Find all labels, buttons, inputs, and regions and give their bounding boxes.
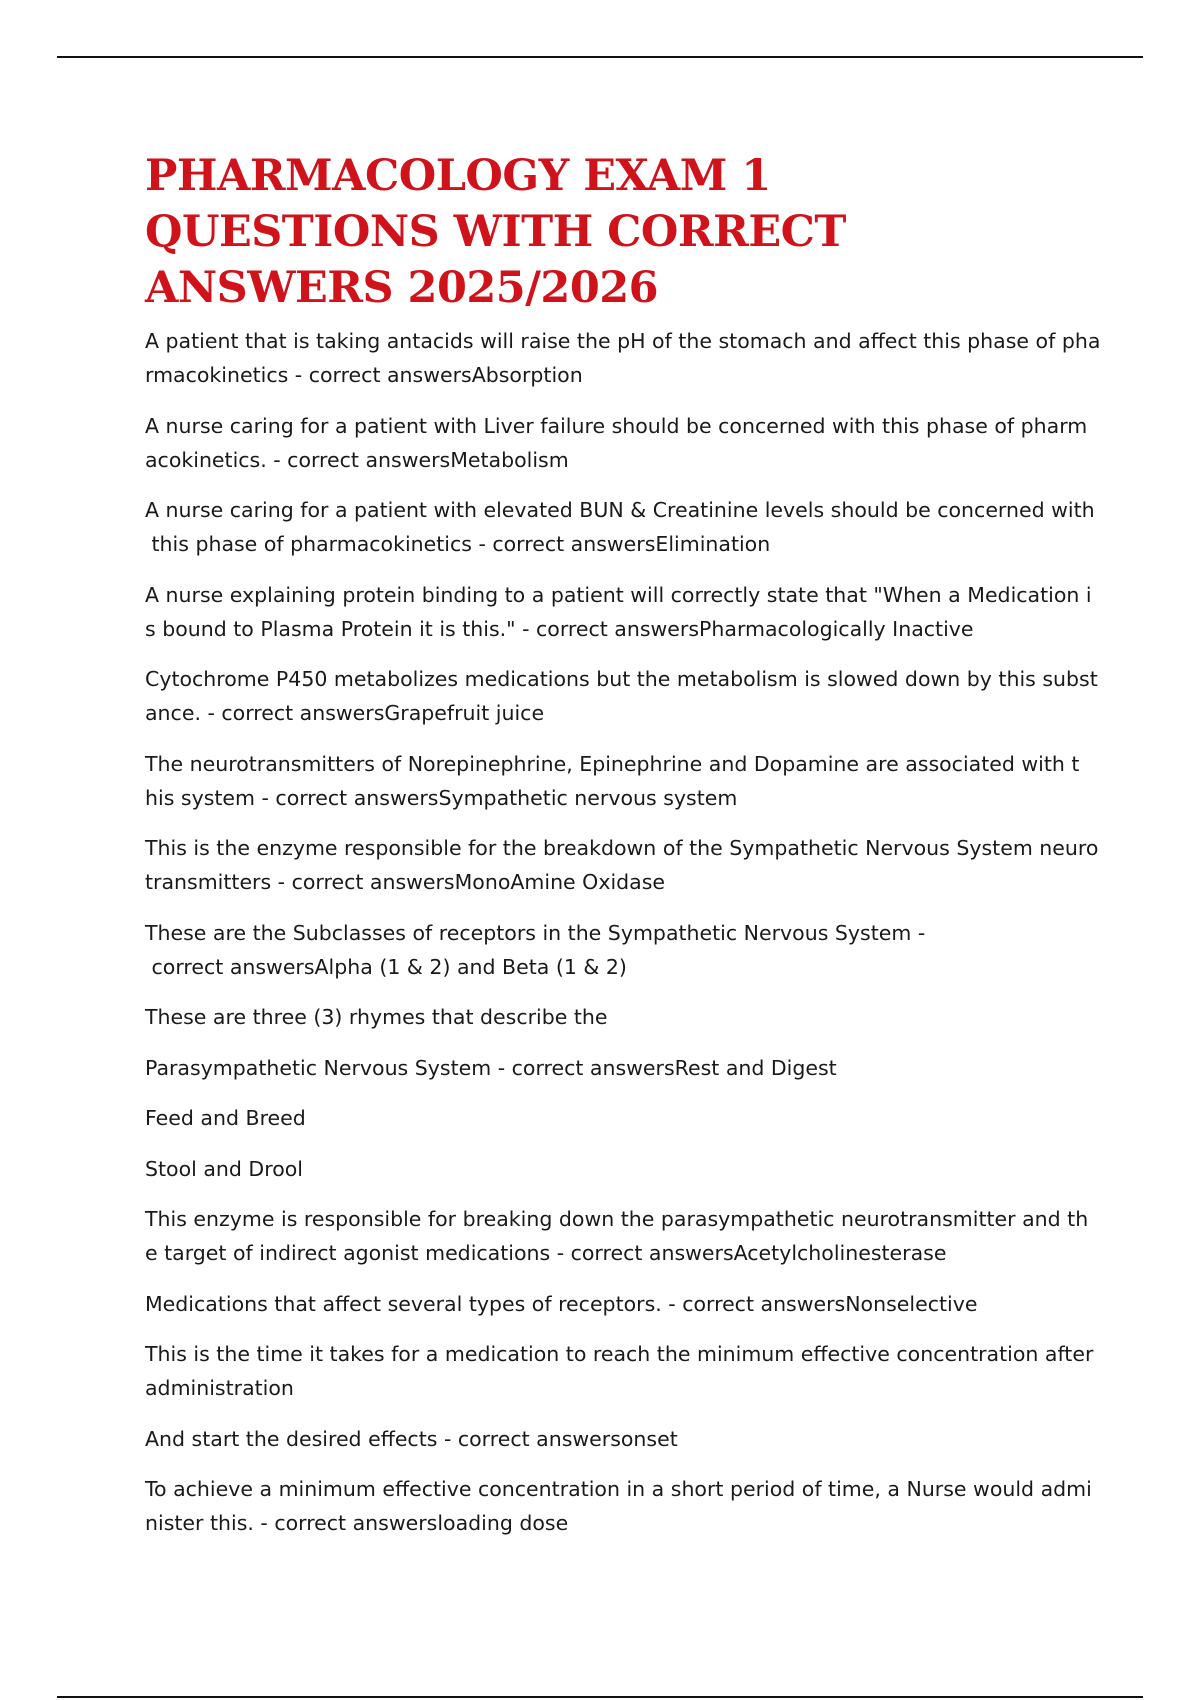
entry-line: ance. - correct answersGrapefruit juice bbox=[145, 701, 545, 725]
qa-entry-7 bbox=[145, 831, 1099, 899]
qa-entry-16 bbox=[145, 1422, 1060, 1456]
entry-line: his system - correct answersSympathetic nervous system bbox=[145, 785, 738, 810]
qa-entry-15 bbox=[145, 1337, 1094, 1405]
qa-entry-11 bbox=[145, 1101, 1060, 1135]
entry-line: A nurse explaining protein binding to a patient will correctly state that "When a Medication i bbox=[145, 582, 1092, 607]
top-rule bbox=[57, 56, 1143, 58]
entry-line: To achieve a minimum effective concentration in a short period of time, a Nurse would admi bbox=[145, 1477, 1092, 1501]
qa-entry-14 bbox=[145, 1287, 1060, 1321]
entry-line: e target of indirect agonist medications - correct answersAcetylcholinesterase bbox=[145, 1241, 947, 1265]
qa-entry-1 bbox=[145, 324, 1101, 392]
entry-line: Cytochrome P450 metabolizes medications but the metabolism is slowed down by this subst bbox=[145, 667, 1098, 691]
qa-entry-3 bbox=[145, 493, 1095, 561]
title-line: QUESTIONS WITH CORRECT bbox=[145, 207, 846, 257]
qa-entry-6 bbox=[145, 747, 1080, 815]
entry-line: And start the desired effects - correct answersonset bbox=[145, 1426, 678, 1451]
entry-line: This is the time it takes for a medication to reach the minimum effective concentration after bbox=[145, 1342, 1094, 1366]
entry-line: Stool and Drool bbox=[145, 1156, 303, 1181]
entry-line: acokinetics. - correct answersMetabolism bbox=[145, 447, 569, 472]
entry-line: transmitters - correct answersMonoAmine Oxidase bbox=[145, 870, 666, 894]
qa-entry-4 bbox=[145, 578, 1092, 646]
entry-line: nister this. - correct answersloading dose bbox=[145, 1511, 569, 1535]
entry-line: Parasympathetic Nervous System - correct answersRest and Digest bbox=[145, 1055, 837, 1080]
entry-line: A patient that is taking antacids will raise the pH of the stomach and affect this phase of pha bbox=[145, 329, 1101, 353]
qa-entry-2 bbox=[145, 409, 1088, 477]
qa-entry-13 bbox=[145, 1202, 1089, 1270]
entry-line: this phase of pharmacokinetics - correct answersElimination bbox=[145, 532, 771, 556]
entry-line: This enzyme is responsible for breaking down the parasympathetic neurotransmitter and th bbox=[145, 1207, 1089, 1231]
entry-line: correct answersAlpha (1 & 2) and Beta (1 & 2) bbox=[145, 954, 627, 979]
title-line: PHARMACOLOGY EXAM 1 bbox=[145, 151, 771, 201]
entry-line: These are the Subclasses of receptors in the Sympathetic Nervous System - bbox=[145, 920, 926, 945]
entry-line: rmacokinetics - correct answersAbsorption bbox=[145, 363, 583, 387]
entry-line: The neurotransmitters of Norepinephrine, Epinephrine and Dopamine are associated with t bbox=[145, 751, 1080, 776]
entry-line: administration bbox=[145, 1376, 294, 1400]
bottom-rule bbox=[57, 1696, 1143, 1698]
entry-line: A nurse caring for a patient with elevated BUN & Creatinine levels should be concerned with bbox=[145, 498, 1095, 522]
qa-entry-5 bbox=[145, 662, 1098, 730]
entry-line: A nurse caring for a patient with Liver failure should be concerned with this phase of pharm bbox=[145, 413, 1088, 438]
qa-entry-8 bbox=[145, 916, 1060, 984]
entry-line: Medications that affect several types of receptors. - correct answersNonselective bbox=[145, 1291, 978, 1316]
document-body bbox=[145, 148, 1101, 1557]
entry-line: These are three (3) rhymes that describe the bbox=[145, 1005, 608, 1029]
qa-entry-9 bbox=[145, 1000, 1060, 1034]
document-title bbox=[145, 148, 1060, 316]
entry-line: Feed and Breed bbox=[145, 1106, 306, 1130]
entry-line: s bound to Plasma Protein it is this." - correct answersPharmacologically Inactive bbox=[145, 616, 974, 641]
title-line: ANSWERS 2025/2026 bbox=[145, 263, 659, 313]
qa-entry-10 bbox=[145, 1051, 1060, 1085]
entry-line: This is the enzyme responsible for the breakdown of the Sympathetic Nervous System neuro bbox=[145, 836, 1099, 860]
qa-entry-12 bbox=[145, 1152, 1060, 1186]
qa-entry-17 bbox=[145, 1472, 1092, 1540]
